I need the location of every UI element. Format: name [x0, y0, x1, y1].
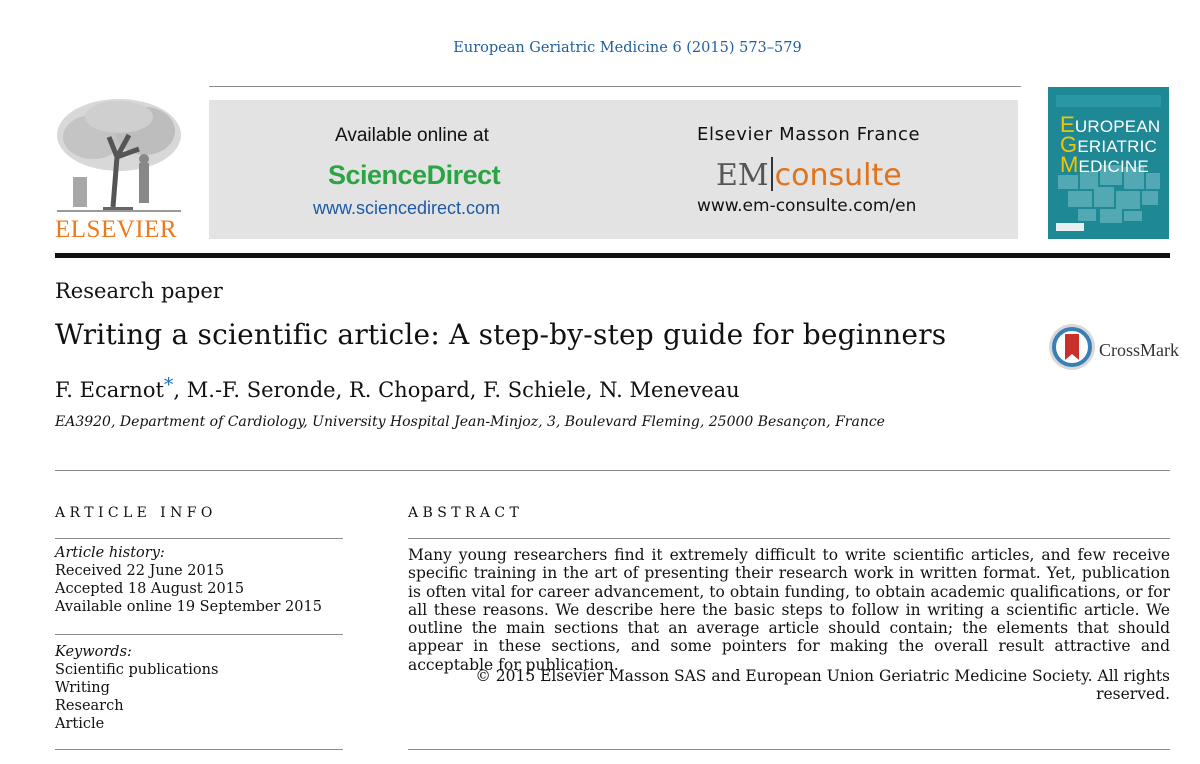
em-logo-em: EM — [716, 158, 769, 193]
keyword-item: Article — [55, 716, 105, 732]
history-available: Available online 19 September 2015 — [55, 599, 322, 615]
em-consulte-link[interactable]: www.em-consulte.com/en — [697, 196, 917, 216]
header-rule — [209, 86, 1021, 87]
em-company-name: Elsevier Masson France — [697, 124, 921, 145]
history-rule — [55, 634, 343, 635]
history-accepted: Accepted 18 August 2015 — [55, 581, 245, 597]
header-thick-rule — [55, 253, 1170, 258]
article-history — [55, 544, 322, 616]
article-info-rule — [55, 538, 343, 539]
article-info-heading: ARTICLE INFO — [55, 505, 217, 521]
keywords — [55, 643, 218, 733]
corresponding-author[interactable]: F. Ecarnot — [55, 378, 164, 402]
em-consulte-logo[interactable] — [716, 157, 902, 194]
abstract-rule — [408, 538, 1170, 539]
article-history-label: Article history: — [55, 545, 165, 561]
history-received: Received 22 June 2015 — [55, 563, 225, 579]
cover-line3-text: EDICINE — [1078, 157, 1149, 176]
keywords-rule — [55, 749, 343, 750]
cover-title-line3 — [1060, 152, 1149, 177]
journal-cover-image[interactable] — [1048, 87, 1169, 239]
cover-line1-text: UROPEAN — [1074, 117, 1161, 136]
corresponding-author-mark[interactable]: * — [163, 374, 174, 396]
author-list — [55, 374, 740, 402]
abstract-text: Many young researchers find it extremely difficult to write scientific articles, and few receive specific training in the art of presenting their research work in written format. Yet, publication is often vital for career advancement, to obtain funding, to obtain academic qualifications, or for all these reasons. We describe here the basic steps to follow in writing a scientific article. We outline the main sections that an average article should contain; the elements that should appear in these sections, and some pointers for making the overall result attractive and acceptable for publication. — [408, 546, 1170, 674]
cover-cap-m: M — [1060, 152, 1079, 177]
sciencedirect-logo[interactable]: ScienceDirect — [328, 160, 501, 190]
keyword-item: Scientific publications — [55, 662, 219, 678]
journal-reference[interactable]: European Geriatric Medicine 6 (2015) 573–579 — [453, 40, 802, 56]
crossmark-icon[interactable] — [1048, 323, 1096, 371]
section-rule — [55, 470, 1170, 471]
copyright-notice: © 2015 Elsevier Masson SAS and European Union Geriatric Medicine Society. All rights reserved. — [475, 667, 1170, 703]
abstract-heading: ABSTRACT — [408, 505, 524, 521]
affiliation: EA3920, Department of Cardiology, University Hospital Jean-Minjoz, 3, Boulevard Fleming, 25000 Besançon, France — [55, 414, 885, 430]
keyword-item: Writing — [55, 680, 110, 696]
sciencedirect-link[interactable]: www.sciencedirect.com — [313, 198, 501, 218]
em-logo-divider — [771, 157, 773, 191]
article-title: Writing a scientific article: A step-by-step guide for beginners — [55, 318, 947, 351]
em-logo-consulte: consulte — [774, 158, 902, 193]
cover-cap-e: E — [1060, 112, 1075, 137]
keywords-label: Keywords: — [55, 644, 132, 660]
abstract-bottom-rule — [408, 749, 1170, 750]
cover-line2-text: ERIATRIC — [1077, 137, 1157, 156]
cover-cap-g: G — [1060, 132, 1078, 157]
available-online-text: Available online at — [335, 125, 489, 146]
keyword-item: Research — [55, 698, 124, 714]
other-authors: , M.-F. Seronde, R. Chopard, F. Schiele, N. Meneveau — [173, 378, 740, 402]
crossmark-label[interactable]: CrossMark — [1099, 340, 1179, 360]
article-type: Research paper — [55, 279, 223, 303]
elsevier-wordmark: ELSEVIER — [55, 216, 178, 243]
